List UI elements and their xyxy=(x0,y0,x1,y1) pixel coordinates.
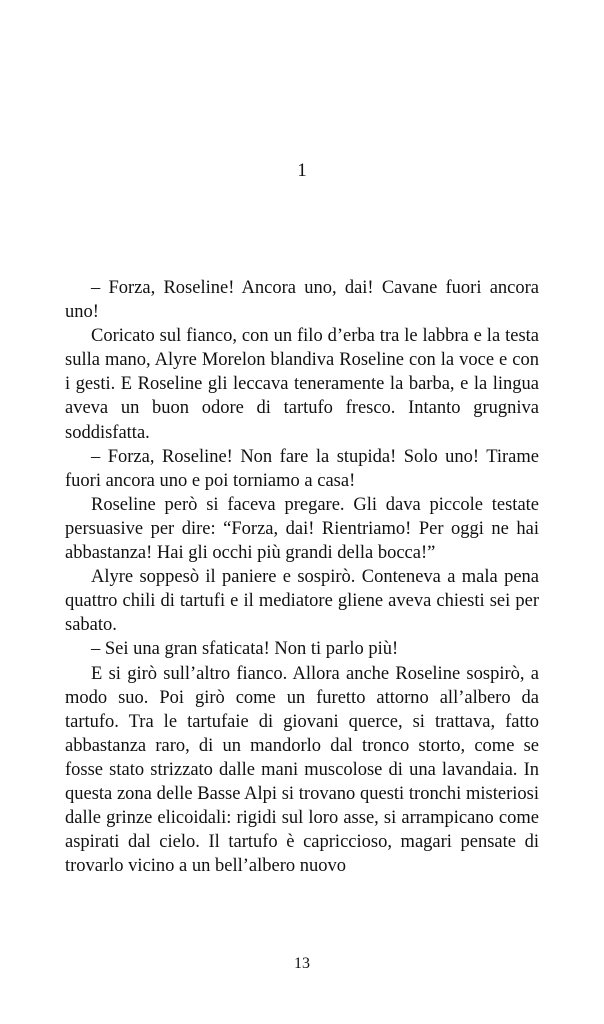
paragraph: Coricato sul fianco, con un filo d’erba tra le labbra e la testa sulla mano, Alyre Morelon blandiva Roseline con la voce e con i gesti. E Roseline gli leccava teneramente la barba, e la lingua aveva un buon odore di tartufo fresco. Intanto grugniva soddisfatta. xyxy=(65,326,539,443)
paragraph: Roseline però si faceva pregare. Gli dava piccole testate persuasive per dire: “Forza, dai! Rientriamo! Per oggi ne hai abbastanza! Hai gli occhi più grandi della bocca!” xyxy=(65,494,539,564)
paragraph: Alyre soppesò il paniere e sospirò. Conteneva a mala pena quattro chili di tartufi e il mediatore gliene aveva chiesti sei per sabato. xyxy=(65,567,539,636)
chapter-number: 1 xyxy=(297,160,307,181)
paragraph: E si girò sull’altro fianco. Allora anche Roseline sospirò, a modo suo. Poi girò come un furetto attorno all’albero da tartufo. Tra le tartufaie di giovani querce, si trattava, fatto abbastanza raro, di un mandorlo dal tronco storto, come se fosse stato strizzato dalle mani muscolose di una lavandaia. In questa zona delle Basse Alpi si trovano questi tronchi misteriosi dalle grinze elicoidali: rigidi sul loro asse, si arrampicano come aspirati dal cielo. Il tartufo è capriccioso, magari pensate di trovarlo vicino a un bell’albero nuovo xyxy=(65,663,539,877)
page-number: 13 xyxy=(294,955,310,972)
paragraph: – Forza, Roseline! Ancora uno, dai! Cavane fuori ancora uno! xyxy=(65,278,539,323)
paragraph: – Forza, Roseline! Non fare la stupida! Solo uno! Tirame fuori ancora uno e poi torniamo a casa! xyxy=(65,446,539,491)
paragraph: – Sei una gran sfaticata! Non ti parlo più! xyxy=(91,639,399,660)
chapter-body xyxy=(65,276,539,878)
